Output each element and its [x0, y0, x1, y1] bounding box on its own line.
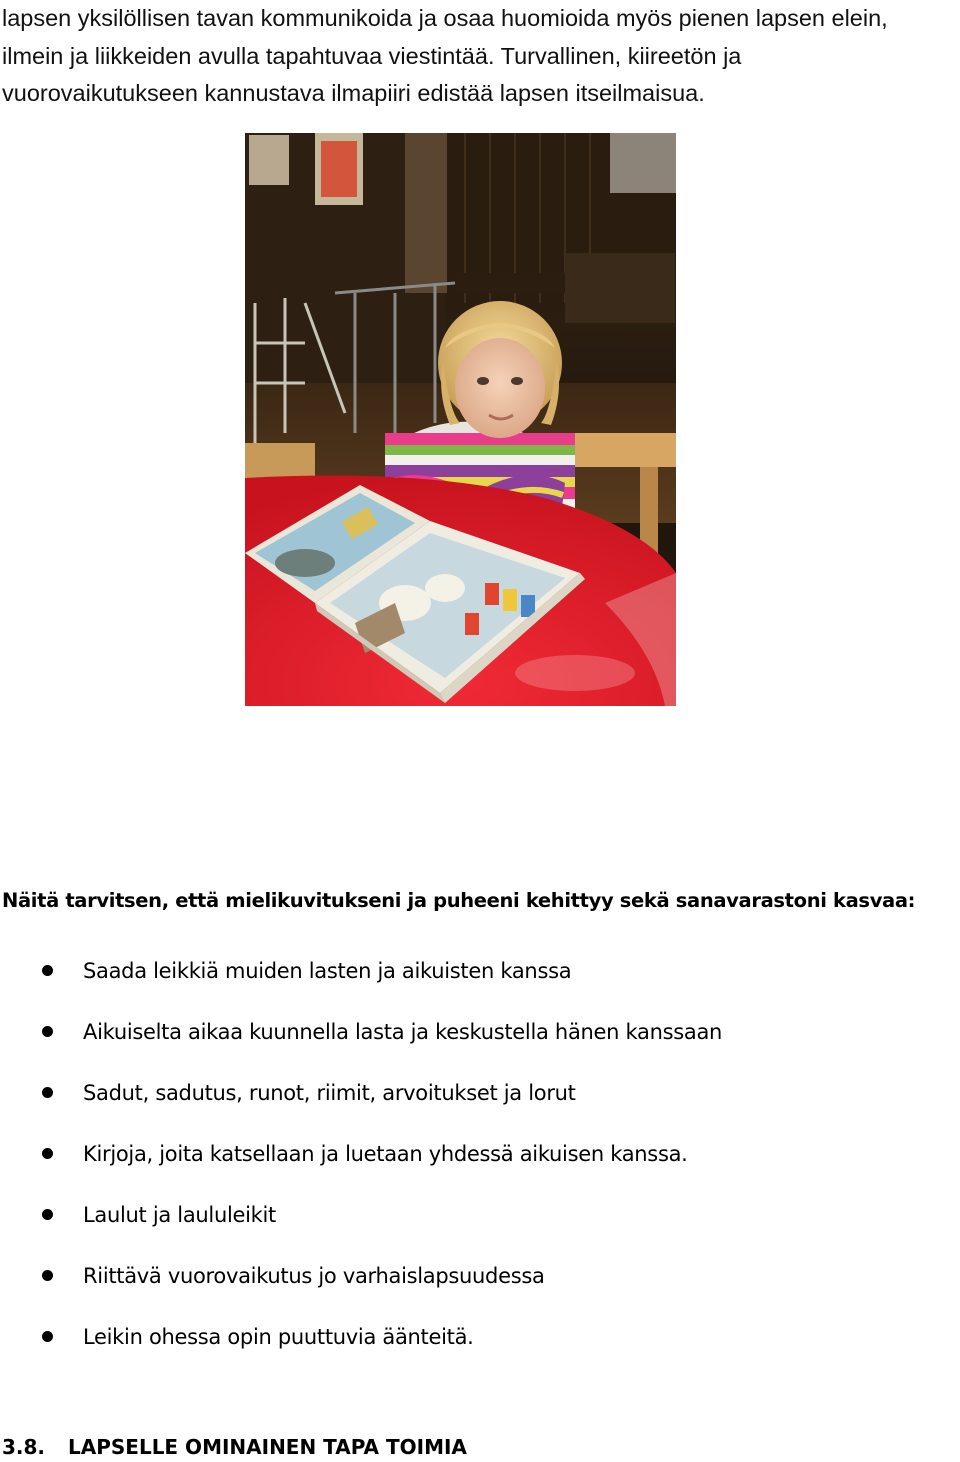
intro-paragraph — [2, 0, 952, 113]
bullet-icon — [42, 1026, 53, 1037]
list-item — [0, 1068, 940, 1129]
child-reading-photo — [245, 133, 676, 706]
bullet-icon — [42, 1148, 53, 1159]
list-item — [0, 1007, 940, 1068]
needs-list — [0, 946, 940, 1373]
intro-line-3: vuorovaikutukseen kannustava ilmapiiri edistää lapsen itseilmaisua. — [2, 80, 705, 106]
list-item-text: Kirjoja, joita katsellaan ja luetaan yhdessä aikuisen kanssa. — [83, 1142, 688, 1166]
bullet-icon — [42, 965, 53, 976]
section-number: 3.8. — [2, 1435, 46, 1459]
list-item — [0, 1129, 940, 1190]
list-item — [0, 946, 940, 1007]
intro-line-2: ilmein ja liikkeiden avulla tapahtuvaa viestintää. Turvallinen, kiireetön ja — [2, 42, 742, 69]
list-item — [0, 1190, 940, 1251]
bullet-icon — [42, 1087, 53, 1098]
list-item-text: Sadut, sadutus, runot, riimit, arvoitukset ja lorut — [83, 1081, 576, 1105]
bullet-icon — [42, 1270, 53, 1281]
list-item-text: Leikin ohessa opin puuttuvia äänteitä. — [83, 1325, 474, 1349]
section-title: LAPSELLE OMINAINEN TAPA TOIMIA — [68, 1435, 467, 1459]
list-item-text: Riittävä vuorovaikutus jo varhaislapsuudessa — [83, 1264, 545, 1288]
list-item-text: Aikuiselta aikaa kuunnella lasta ja keskustella hänen kanssaan — [83, 1020, 723, 1044]
list-item-text: Saada leikkiä muiden lasten ja aikuisten kanssa — [83, 959, 572, 983]
bullet-icon — [42, 1209, 53, 1220]
bullet-icon — [42, 1331, 53, 1342]
intro-line-1: lapsen yksilöllisen tavan kommunikoida ja osaa huomioida myös pienen lapsen elein, — [2, 5, 888, 31]
section-heading — [2, 1432, 467, 1462]
list-item — [0, 1312, 940, 1373]
list-item — [0, 1251, 940, 1312]
list-item-text: Laulut ja laululeikit — [83, 1203, 276, 1227]
needs-heading: Näitä tarvitsen, että mielikuvitukseni ja puheeni kehittyy sekä sanavarastoni kasvaa: — [2, 889, 916, 912]
